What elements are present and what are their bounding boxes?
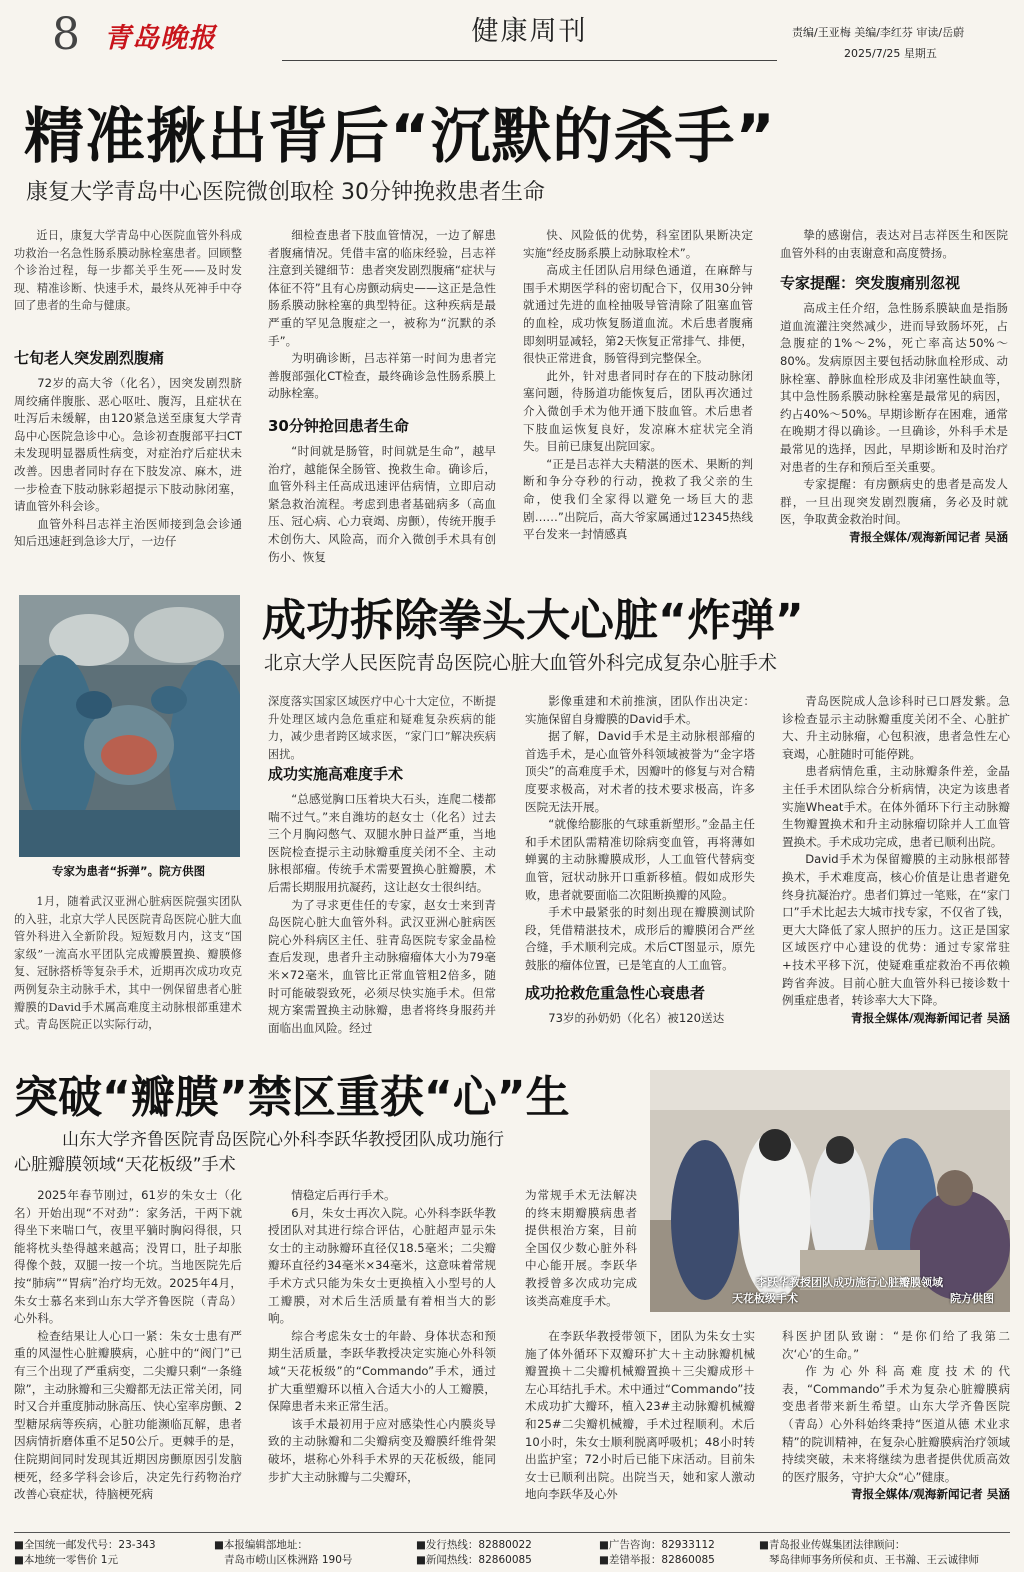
article3-byline: 青报全媒体/观海新闻记者 吴涵 (851, 1487, 1010, 1502)
article1-lead: 近日，康复大学青岛中心医院血管外科成功救治一名急性肠系膜动脉栓塞患者。回顾整个诊治过程，每一步都关乎生死——及时发现、精准诊断、快速手术，最终从死神手中夺回了患者的生命与健康。 (14, 229, 242, 313)
article1-subtitle: 康复大学青岛中心医院微创取栓 30分钟挽救患者生命 (26, 180, 545, 205)
footer-address: ■本报编辑部地址： 青岛市崂山区株洲路 190号 (214, 1539, 353, 1566)
article3-col1: 2025年春节刚过，61岁的朱女士（化名）开始出现“不对劲”：家务活，干两下就得坐下来喘口气，夜里平躺时胸闷得很，只能将枕头垫得越来越高；没胃口，肚子却胀得像个鼓，双腿一按一个坑。当地医院先后按“肺病”“胃病”治疗均无效。2025年4月，朱女士慕名来到山东大学齐鲁医院（青岛）心外科。 检查结果让人心口一紧：朱女士患有严重的风湿性心脏瓣膜病，心脏中的“阀门”已有三个出现了严重病变，二尖瓣只剩“一条缝隙”，主动脉瓣和三尖瓣都无法正常关闭，同时又合并重度肺动脉高压、快心室率房颤、2型糖尿病等疾病，心脏功能濒临瓦解，患者因病情折磨体重不足50公斤。更棘手的是，住院期间同时发现其近期因房颤原因引发脑梗死，经多学科会诊后，决定先行药物治疗改善心衰症状，待脑梗死病 (14, 1188, 242, 1502)
footer-divider (14, 1532, 1010, 1533)
article2-lead: 1月，随着武汉亚洲心脏病医院强实团队的入驻，北京大学人民医院青岛医院心脏大血管外科进入全新阶段。短短数月内，这支“国家级”一流高水平团队完成瓣膜置换、瓣膜修复、冠脉搭桥等复杂手术，近期再次成功攻克两例复杂主动脉手术，其中一例保留患者心脏瓣膜的David手术属高难度主动脉根部重建术式。青岛医院正以实际行动， (14, 895, 242, 1032)
article2-col1: 成功实施高难度手术 “总感觉胸口压着块大石头，连爬二楼都喘不过气。”来自潍坊的赵女士（化名）过去三个月胸闷憋气、双腿水肿日益严重，当地医院检查提示主动脉瓣重度关闭不全、主动脉根部瘤。传统手术需要置换心脏瓣膜，术后需长期服用抗凝药，这让赵女士很纠结。 为了寻求更佳任的专家，赵女士来到青岛医院心脏大血管外科。武汉亚洲心脏病医院心外科病区主任、驻青岛医院专家金晶检查后发现，患者升主动脉瘤瘤体大小为79毫米×72毫米，血管比正常血管粗2倍多，随时可能破裂致死，必须尽快实施手术。但常规方案需置换主动脉瓣，患者将终身服药并面临出血风险。经过 (268, 765, 496, 1035)
section-name: 健康周刊 (471, 16, 588, 47)
surgery-image (19, 595, 240, 857)
article2-subtitle: 北京大学人民医院青岛医院心脏大血管外科完成复杂心脏手术 (264, 652, 778, 674)
article3-col3b: 在李跃华教授带领下，团队为朱女士实施了体外循环下双瓣环扩大＋主动脉瓣机械瓣置换＋二尖瓣机械瓣置换＋三尖瓣成形＋左心耳结扎手术。术中通过“Commando”技术成功扩大瓣环，植入23#主动脉瓣机械瓣和25#二尖瓣机械瓣，手术过程顺利。术后10小时，朱女士顺利脱离呼吸机；48小时转出监护室；72小时后已能下床活动。目前朱女士已顺利出院。出院当天，她和家人激动地向李跃华及心外 (525, 1329, 755, 1502)
paper-name-logo: 青岛晚报 (104, 23, 216, 54)
article3-photo-credit: 院方供图 (950, 1292, 994, 1305)
footer (14, 1538, 1010, 1570)
page-number: 8 (52, 9, 80, 60)
article3-subtitle-line1: 山东大学齐鲁医院青岛医院心外科李跃华教授团队成功施行 (62, 1130, 504, 1150)
article2-col2: 影像重建和术前推演，团队作出决定：实施保留自身瓣膜的David手术。 据了解，David手术是主动脉根部瘤的首选手术，是心血管外科领域被誉为“金字塔顶尖”的高难度手术，因瓣叶的修复与对合精度要求极高，对术者的技术要求极高，许多医院无法开展。 “就像给膨胀的气球重新塑形。”金晶主任和手术团队需精准切除病变血管，再将薄如蝉翼的主动脉瓣膜成形，人工血管代替病变血管，冠状动脉开口重新移植。假如成形失败，患者就要面临二次阻断换瓣的风险。 手术中最紧张的时刻出现在瓣膜测试阶段，凭借精湛技术，成形后的瓣膜闭合严丝合缝，手术顺利完成。术后CT图显示，原先鼓胀的瘤体位置，已是笔直的人工血管。 成功抢救危重急性心衰患者 73岁的孙奶奶（化名）被120送达 (525, 694, 755, 1025)
article3-photo-caption-line2: 天花板级手术 (732, 1292, 798, 1305)
article1-title: 精准揪出背后“沉默的杀手” (24, 102, 776, 172)
article2-byline: 青报全媒体/观海新闻记者 吴涵 (851, 1010, 1010, 1025)
article1-heading3: 专家提醒：突发腹痛别忽视 (780, 274, 961, 293)
article3-title: 突破“瓣膜”禁区重获“心”生 (14, 1072, 570, 1123)
article2-heading1: 成功实施高难度手术 (268, 765, 404, 783)
article1-col3: 快、风险低的优势，科室团队果断决定实施“经皮肠系膜上动脉取栓术”。 高成主任团队启用绿色通道，在麻醉与围手术期医学科的密切配合下，仅用30分钟就通过先进的血栓抽吸导管清除了阻塞血管的血栓，成功恢复肠道血流。术后患者腹痛即刻明显减轻，第2天恢复正常排气、排便，很快正常进食，肠管得到完整保全。 此外，针对患者同时存在的下肢动脉闭塞问题，待肠道功能恢复后，团队再次通过介入微创手术为他开通下肢血管。术后患者下肢血运恢复良好，发凉麻木症状完全消失。目前已康复出院回家。 “正是吕志祥大夫精湛的医术、果断的判断和争分夺秒的行动，挽救了我父亲的生命，使我们全家得以避免一场巨大的悲剧……”出院后，高大爷家属通过12345热线平台发来一封情感真 (523, 228, 753, 542)
article3-photo (650, 1070, 1010, 1312)
footer-postal-code: ■全国统一邮发代号：23-343 ■本地统一零售价 1元 (14, 1539, 156, 1566)
article1-col1: 七旬老人突发剧烈腹痛 72岁的高大爷（化名），因突发剧烈脐周绞痛伴腹胀、恶心呕吐、腹泻，且症状在吐泻后未缓解，由120紧急送至康复大学青岛中心医院急诊中心。急诊初查腹部平扫CT未发现明显器质性病变，对症治疗后症状未改善。因患者同时存在下肢发凉、麻木，进一步检查下肢动脉彩超提示下肢动脉闭塞，请血管外科会诊。 血管外科吕志祥主治医师接到急会诊通知后迅速赶到急诊大厅，一边仔 (14, 349, 242, 549)
footer-hotlines: ■发行热线：82880022 ■新闻热线：82860085 (416, 1539, 532, 1566)
credits: 责编/王亚梅 美编/李红芬 审读/岳蔚 (792, 26, 965, 39)
article3-col3a: 为常规手术无法解决的终末期瓣膜病患者提供根治方案，目前全国仅少数心脏外科中心能开展。李跃华教授曾多次成功完成该类高难度手术。 (525, 1188, 637, 1308)
article1-byline: 青报全媒体/观海新闻记者 吴涵 (849, 529, 1008, 544)
article2-heading2: 成功抢救危重急性心衰患者 (525, 983, 706, 1002)
article2-photo (19, 595, 240, 857)
article1-col2: 细检查患者下肢血管情况，一边了解患者腹痛情况。凭借丰富的临床经验，吕志祥注意到关键细节：患者突发剧烈腹痛“症状与体征不符”且有心房颤动病史——这正是急性肠系膜动脉栓塞的典型特征。这种疾病是最严重的罕见急腹症之一，被称为“沉默的杀手”。 为明确诊断，吕志祥第一时间为患者完善腹部强化CT检查，最终确诊急性肠系膜上动脉栓塞。 30分钟抢回患者生命 “时间就是肠管，时间就是生命”，越早治疗，越能保全肠管、挽救生命。确诊后，血管外科主任高成迅速评估病情，立即启动紧急救治流程。考虑到患者基础病多（高血压、冠心病、心力衰竭、房颤），传统开腹手术创伤大、风险高，而介入微创手术具有创伤小、恢复 (268, 228, 496, 564)
article3-col4: 科医护团队致谢：“是你们给了我第二次‘心’的生命。” 作为心外科高难度技术的代表，“Commando”手术为复杂心脏瓣膜病变患者带来新生希望。山东大学齐鲁医院（青岛）心外科始终秉持“医道从德 术业求精”的院训精神，在复杂心脏瓣膜病治疗领域持续突破，未来将继续为患者提供优质高效的医疗服务，守护大众“心”健康。 青报全媒体/观海新闻记者 吴涵 (782, 1328, 1010, 1517)
article3-col2: 情稳定后再行手术。 6月，朱女士再次入院。心外科李跃华教授团队对其进行综合评估，心脏超声显示朱女士的主动脉瓣环直径仅18.5毫米；二尖瓣瓣环直径约34毫米×34毫米，这意味着常规手术方式只能为朱女士更换植入小型号的人工瓣膜，对术后生活质量有着相当大的影响。 综合考虑朱女士的年龄、身体状态和预期生活质量，李跃华教授决定实施心外科领域“天花板级”的“Commando”手术，通过扩大重塑瓣环以植入合适大小的人工瓣膜，保障患者未来正常生活。 该手术最初用于应对感染性心内膜炎导致的主动脉瓣和二尖瓣病变及瓣膜纤维骨架破坏，堪称心外科手术界的天花板级，能同步扩大主动脉瓣与二尖瓣环， (268, 1188, 496, 1484)
article3-subtitle-line2: 心脏瓣膜领域“天花板级”手术 (14, 1155, 236, 1175)
article2-col3: 青岛医院成人急诊科时已口唇发紫。急诊检查显示主动脉瓣重度关闭不全、心脏扩大、升主动脉瘤，心包积液，患者急性左心衰竭，心脏随时可能停跳。 患者病情危重，主动脉瓣条件差，金晶主任手术团队综合分析病情，决定为该患者实施Wheat手术。在体外循环下行主动脉瓣生物瓣置换术和升主动脉瘤切除并人工血管置换术。手术成功完成，患者已顺利出院。 David手术为保留瓣膜的主动脉根部替换术，手术难度高，核心价值是让患者避免终身抗凝治疗。患者们算过一笔账，在“家门口”手术比起去大城市找专家，不仅省了钱，更大大降低了家人照护的压力。这正是国家区域医疗中心建设的优势：通过专家常驻+技术平移下沉，使疑难重症救治不再依赖跨省奔波。目前心脏大血管外科已接诊数十例重症患者，转诊率大大下降。 青报全媒体/观海新闻记者 吴涵 (782, 693, 1010, 1055)
article1-heading1: 七旬老人突发剧烈腹痛 (14, 349, 165, 367)
footer-legal: ■青岛报业传媒集团法律顾问： 琴岛律师事务所侯和贞、王书瀚、王云诚律师 (759, 1539, 979, 1566)
issue-date: 2025/7/25 星期五 (844, 47, 937, 60)
page-header (0, 0, 1024, 70)
article2-title: 成功拆除拳头大心脏“炸弹” (262, 595, 804, 646)
footer-ads: ■广告咨询：82933112 ■差错举报：82860085 (599, 1539, 715, 1566)
article1-col4: 挚的感谢信，表达对吕志祥医生和医院血管外科的由衷谢意和高度赞扬。 专家提醒：突发腹痛别忽视 高成主任介绍，急性肠系膜缺血是指肠道血流灌注突然减少，进而导致肠坏死，占急腹症的1%～2%，死亡率高达50%～80%。发病原因主要包括动脉血栓形成、动脉栓塞、静脉血栓形成及非闭塞性缺血等，其中急性肠系膜动脉栓塞是最常见的病因，约占40%～50%。早期诊断存在困难，通常在晚期才得以确诊。一旦确诊，外科手术是最常见的选择，因此，早期诊断和及时治疗对患者的生存和预后至关重要。 专家提醒：有房颤病史的患者是高发人群，一旦出现突发剧烈腹痛，务必及时就医，争取黄金救治时间。 青报全媒体/观海新闻记者 吴涵 (780, 227, 1008, 576)
article1-heading2: 30分钟抢回患者生命 (268, 416, 409, 435)
article2-lead-continued: 深度落实国家区域医疗中心十大定位，不断提升处理区域内急危重症和疑难复杂疾病的能力，减少患者跨区域求医，“家门口”解决疾病困扰。 (268, 695, 496, 761)
article2-photo-caption: 专家为患者“拆弹”。院方供图 (52, 864, 206, 878)
header-divider-left (282, 60, 777, 61)
article3-photo-caption-line1: 李跃华教授团队成功施行心脏瓣膜领域 (756, 1276, 943, 1289)
